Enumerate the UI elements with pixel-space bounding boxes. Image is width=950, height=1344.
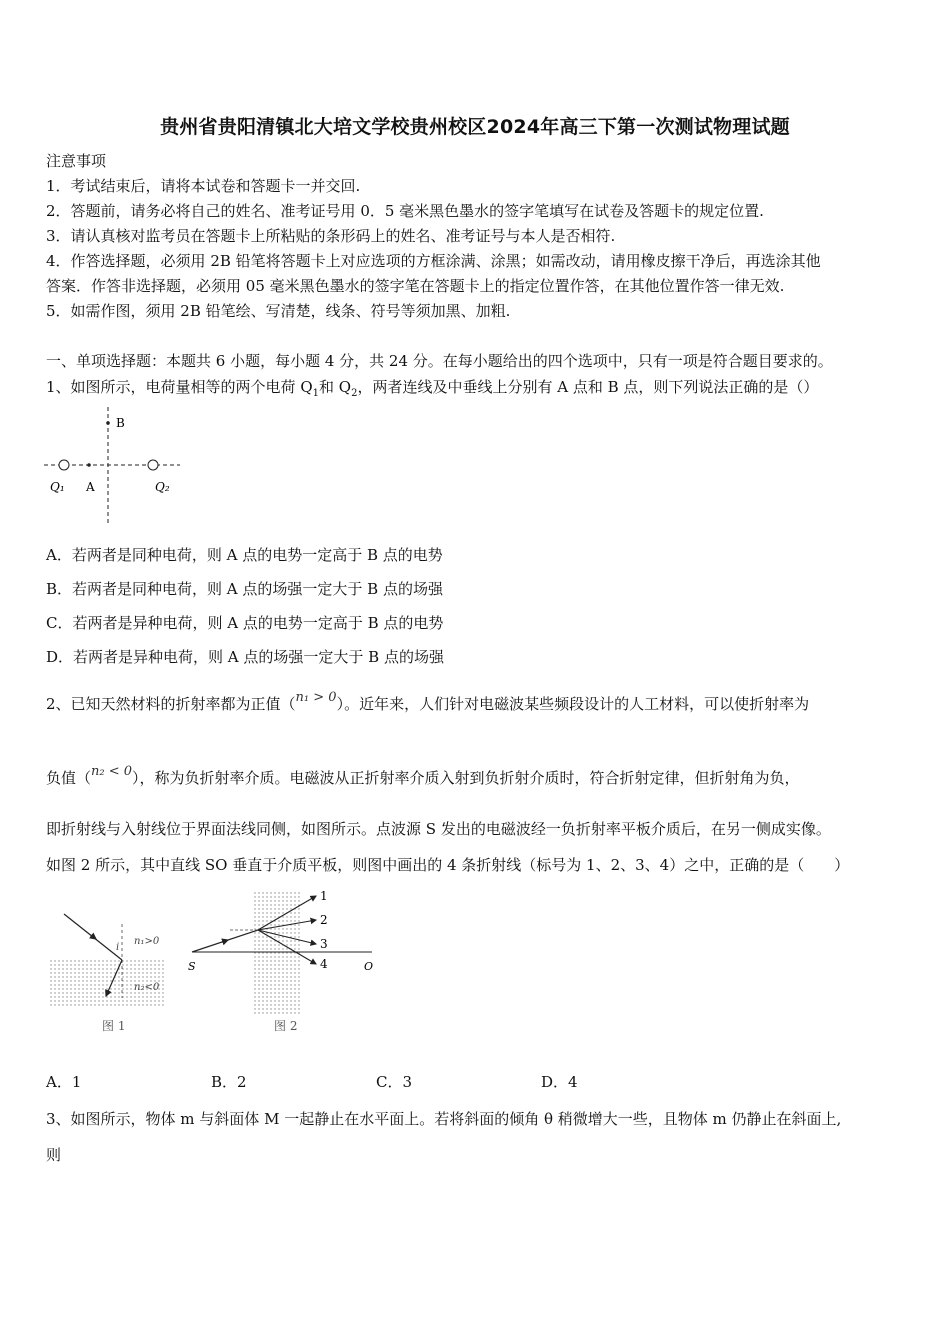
fig2-ray-label-3: 3 bbox=[320, 937, 328, 951]
notice-item-5: 5．如需作图，须用 2B 铅笔绘、写清楚，线条、符号等须加黑、加粗. bbox=[46, 302, 511, 320]
page-title: 贵州省贵阳清镇北大培文学校贵州校区2024年高三下第一次测试物理试题 bbox=[160, 116, 790, 138]
q2-option-b: B．2 bbox=[211, 1073, 247, 1091]
q1-option-c: C．若两者是异种电荷，则 A 点的电势一定高于 B 点的电势 bbox=[46, 614, 444, 632]
q1-option-b: B．若两者是同种电荷，则 A 点的场强一定大于 B 点的场强 bbox=[46, 580, 443, 598]
q2-option-a: A．1 bbox=[46, 1073, 82, 1091]
fig2-label-s: S bbox=[188, 960, 196, 973]
fig1-n1-label: n₁>0 bbox=[134, 936, 160, 947]
notice-heading: 注意事项 bbox=[46, 152, 107, 170]
q2-option-d: D．4 bbox=[541, 1073, 578, 1091]
q1-subscript-2: 2 bbox=[351, 388, 358, 399]
fig2-ray-label-4: 4 bbox=[320, 957, 328, 971]
label-b: B bbox=[116, 416, 125, 430]
question-1-stem bbox=[46, 377, 818, 404]
charge-q1-circle bbox=[59, 460, 69, 470]
label-q1: Q₁ bbox=[50, 480, 65, 494]
q1-stem-part-b: 和 Q bbox=[319, 378, 352, 396]
label-a: A bbox=[86, 480, 95, 494]
fig2-ray-label-1: 1 bbox=[320, 889, 328, 903]
q1-option-d: D．若两者是异种电荷，则 A 点的场强一定大于 B 点的场强 bbox=[46, 648, 444, 666]
q2-line-1-part-a: 2、已知天然材料的折射率都为正值（ bbox=[46, 695, 296, 713]
q2-line-2 bbox=[46, 764, 800, 790]
notice-item-4-cont: 答案．作答非选择题，必须用 05 毫米黑色墨水的签字笔在答题卡上的指定位置作答，在其他位置作答一律无效. bbox=[46, 277, 785, 295]
fig2-incident-arrow bbox=[222, 940, 228, 942]
point-a-dot bbox=[87, 463, 91, 467]
q1-stem-part-a: 1、如图所示，电荷量相等的两个电荷 Q bbox=[46, 378, 313, 396]
q2-line-2-part-a: 负值（ bbox=[46, 769, 92, 787]
q1-charge-diagram bbox=[40, 405, 190, 525]
notice-item-2: 2．答题前，请务必将自己的姓名、准考证号用 0．5 毫米黑色墨水的签字笔填写在试卷及答题卡的规定位置. bbox=[46, 202, 764, 220]
fig2-negative-slab bbox=[254, 892, 302, 1014]
q1-stem-part-c: ，两者连线及中垂线上分别有 A 点和 B 点，则下列说法正确的是（） bbox=[357, 378, 819, 396]
fig2-label-o: O bbox=[364, 960, 374, 973]
label-q2: Q₂ bbox=[155, 480, 170, 494]
point-b-dot bbox=[106, 421, 110, 425]
fig1-angle-i: i bbox=[116, 942, 120, 953]
q2-refraction-figures bbox=[46, 888, 386, 1038]
fig1-n2-label: n₂<0 bbox=[134, 982, 160, 993]
q3-line-1: 3、如图所示，物体 m 与斜面体 M 一起静止在水平面上。若将斜面的倾角 θ 稍微增大一些，且物体 m 仍静止在斜面上, bbox=[46, 1110, 842, 1128]
q2-option-c: C．3 bbox=[376, 1073, 413, 1091]
section-heading: 一、单项选择题：本题共 6 小题，每小题 4 分，共 24 分。在每小题给出的四个选项中，只有一项是符合题目要求的。 bbox=[46, 352, 833, 370]
notice-item-1: 1．考试结束后，请将本试卷和答题卡一并交回. bbox=[46, 177, 361, 195]
fig2-ray-label-2: 2 bbox=[320, 913, 328, 927]
notice-item-4: 4．作答选择题，必须用 2B 铅笔将答题卡上对应选项的方框涂满、涂黑；如需改动，请用橡皮擦干净后，再选涂其他 bbox=[46, 252, 821, 270]
fig2-caption: 图 2 bbox=[274, 1019, 298, 1033]
q2-line-3: 即折射线与入射线位于界面法线同侧，如图所示。点波源 S 发出的电磁波经一负折射率平板介质后，在另一侧成实像。 bbox=[46, 820, 831, 838]
q2-math-n2: n₂ < 0 bbox=[91, 764, 133, 779]
q1-option-a: A．若两者是同种电荷，则 A 点的电势一定高于 B 点的电势 bbox=[46, 546, 443, 564]
fig1-caption: 图 1 bbox=[102, 1019, 126, 1033]
notice-item-3: 3．请认真核对监考员在答题卡上所粘贴的条形码上的姓名、准考证号与本人是否相符. bbox=[46, 227, 616, 245]
q3-line-2: 则 bbox=[46, 1146, 62, 1164]
charge-q2-circle bbox=[148, 460, 158, 470]
q2-line-2-part-b: ），称为负折射率介质。电磁波从正折射率介质入射到负折射介质时，符合折射定律，但折射角为负， bbox=[132, 769, 800, 787]
q2-math-n1: n₁ > 0 bbox=[295, 690, 337, 705]
q2-line-4: 如图 2 所示，其中直线 SO 垂直于介质平板，则图中画出的 4 条折射线（标号为 1、2、3、4）之中，正确的是（ ） bbox=[46, 856, 850, 874]
q1-subscript-1: 1 bbox=[312, 388, 319, 399]
q2-line-1 bbox=[46, 690, 810, 716]
q2-line-1-part-b: ）。近年来，人们针对电磁波某些频段设计的人工材料，可以使折射率为 bbox=[336, 695, 810, 713]
